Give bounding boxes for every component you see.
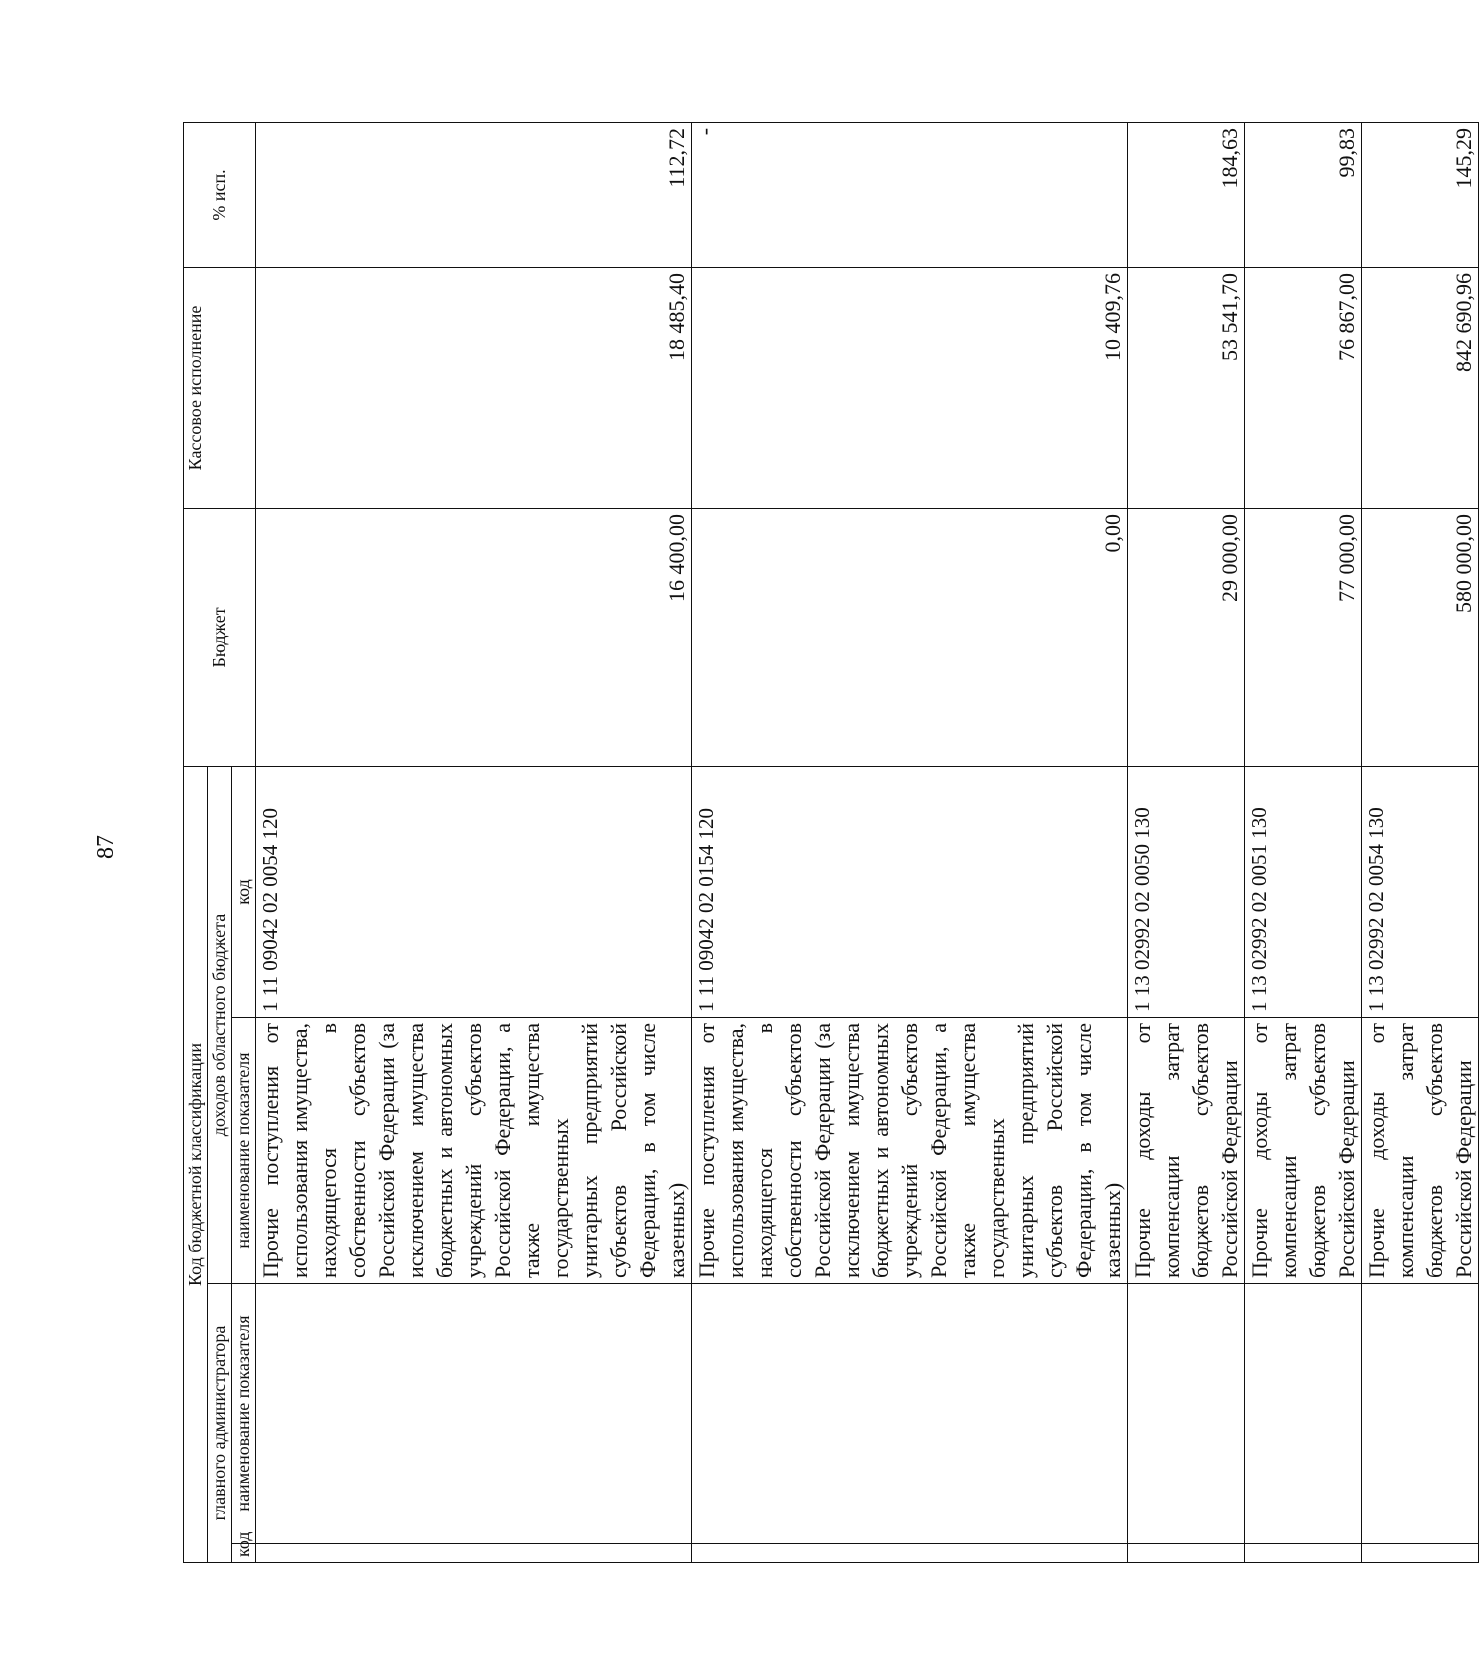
admin-name-header: наименование показателя (232, 1284, 256, 1544)
percent-cell: 99,83 (1245, 122, 1362, 267)
budget-cell: 29 000,00 (1128, 508, 1245, 766)
income-code-header: код (232, 766, 256, 1017)
income-name-cell: Прочие поступления от использования имущества, находящегося в собственности субъектов Российской Федерации (за исключением имущества бюджетных и автономных учреждений субъектов Российской Федерации, а также имущества государственных унитарных предприятий субъектов Российской Федерации, в том числе казенных) (692, 1018, 1128, 1284)
admin-name-cell (1128, 1284, 1245, 1544)
income-code-cell: 1 11 09042 02 0154 120 (692, 766, 1128, 1017)
table-row (1362, 122, 1479, 1562)
page-number (93, 833, 119, 861)
cash-execution-cell: 10 409,76 (692, 267, 1128, 508)
admin-name-cell (1362, 1284, 1479, 1544)
admin-name-cell (692, 1284, 1128, 1544)
table-row (1245, 122, 1362, 1562)
income-name-cell: Прочие доходы от компенсации затрат бюджетов субъектов Российской Федерации (1362, 1018, 1479, 1284)
budget-sheet (183, 123, 1476, 1563)
income-code-cell: 1 13 02992 02 0054 130 (1362, 766, 1479, 1017)
admin-code-cell (1128, 1544, 1245, 1563)
income-group-header: доходов областного бюджета (208, 766, 232, 1283)
budget-cell: 580 000,00 (1362, 508, 1479, 766)
rotated-table-frame (183, 123, 1476, 1563)
cash-execution-cell: 53 541,70 (1128, 267, 1245, 508)
table-header-row (184, 122, 208, 1562)
cash-execution-cell: 842 690,96 (1362, 267, 1479, 508)
table-row (692, 122, 1128, 1562)
percent-cell: 184,63 (1128, 122, 1245, 267)
classification-group-header: Код бюджетной классификации (184, 766, 208, 1562)
admin-name-cell (1245, 1284, 1362, 1544)
cash-execution-cell: 76 867,00 (1245, 267, 1362, 508)
admin-code-header: код (232, 1544, 256, 1563)
admin-code-cell (1362, 1544, 1479, 1563)
budget-header: Бюджет (184, 508, 256, 766)
admin-group-header: главного администратора (208, 1284, 232, 1563)
income-name-header: наименование показателя (232, 1018, 256, 1284)
table-row (1128, 122, 1245, 1562)
admin-name-cell (256, 1284, 692, 1544)
budget-cell: 16 400,00 (256, 508, 692, 766)
income-name-cell: Прочие доходы от компенсации затрат бюджетов субъектов Российской Федерации (1245, 1018, 1362, 1284)
cash-execution-cell: 18 485,40 (256, 267, 692, 508)
income-name-cell: Прочие поступления от использования имущества, находящегося в собственности субъектов Российской Федерации (за исключением имущества бюджетных и автономных учреждений субъектов Российской Федерации, а также имущества государственных унитарных предприятий субъектов Российской Федерации, в том числе казенных) (256, 1018, 692, 1284)
percent-cell: - (692, 122, 1128, 267)
income-code-cell: 1 13 02992 02 0050 130 (1128, 766, 1245, 1017)
budget-cell: 77 000,00 (1245, 508, 1362, 766)
percent-cell: 112,72 (256, 122, 692, 267)
budget-execution-table (183, 122, 1479, 1563)
page-number-text: 87 (93, 835, 119, 859)
percent-cell: 145,29 (1362, 122, 1479, 267)
percent-header: % исп. (184, 122, 256, 267)
admin-code-cell (256, 1544, 692, 1563)
budget-cell: 0,00 (692, 508, 1128, 766)
admin-code-cell (1245, 1544, 1362, 1563)
income-code-cell: 1 11 09042 02 0054 120 (256, 766, 692, 1017)
income-code-cell: 1 13 02992 02 0051 130 (1245, 766, 1362, 1017)
income-name-cell: Прочие доходы от компенсации затрат бюджетов субъектов Российской Федерации (1128, 1018, 1245, 1284)
table-row (256, 122, 692, 1562)
admin-code-cell (692, 1544, 1128, 1563)
cash-execution-header: Кассовое исполнение (184, 267, 256, 508)
